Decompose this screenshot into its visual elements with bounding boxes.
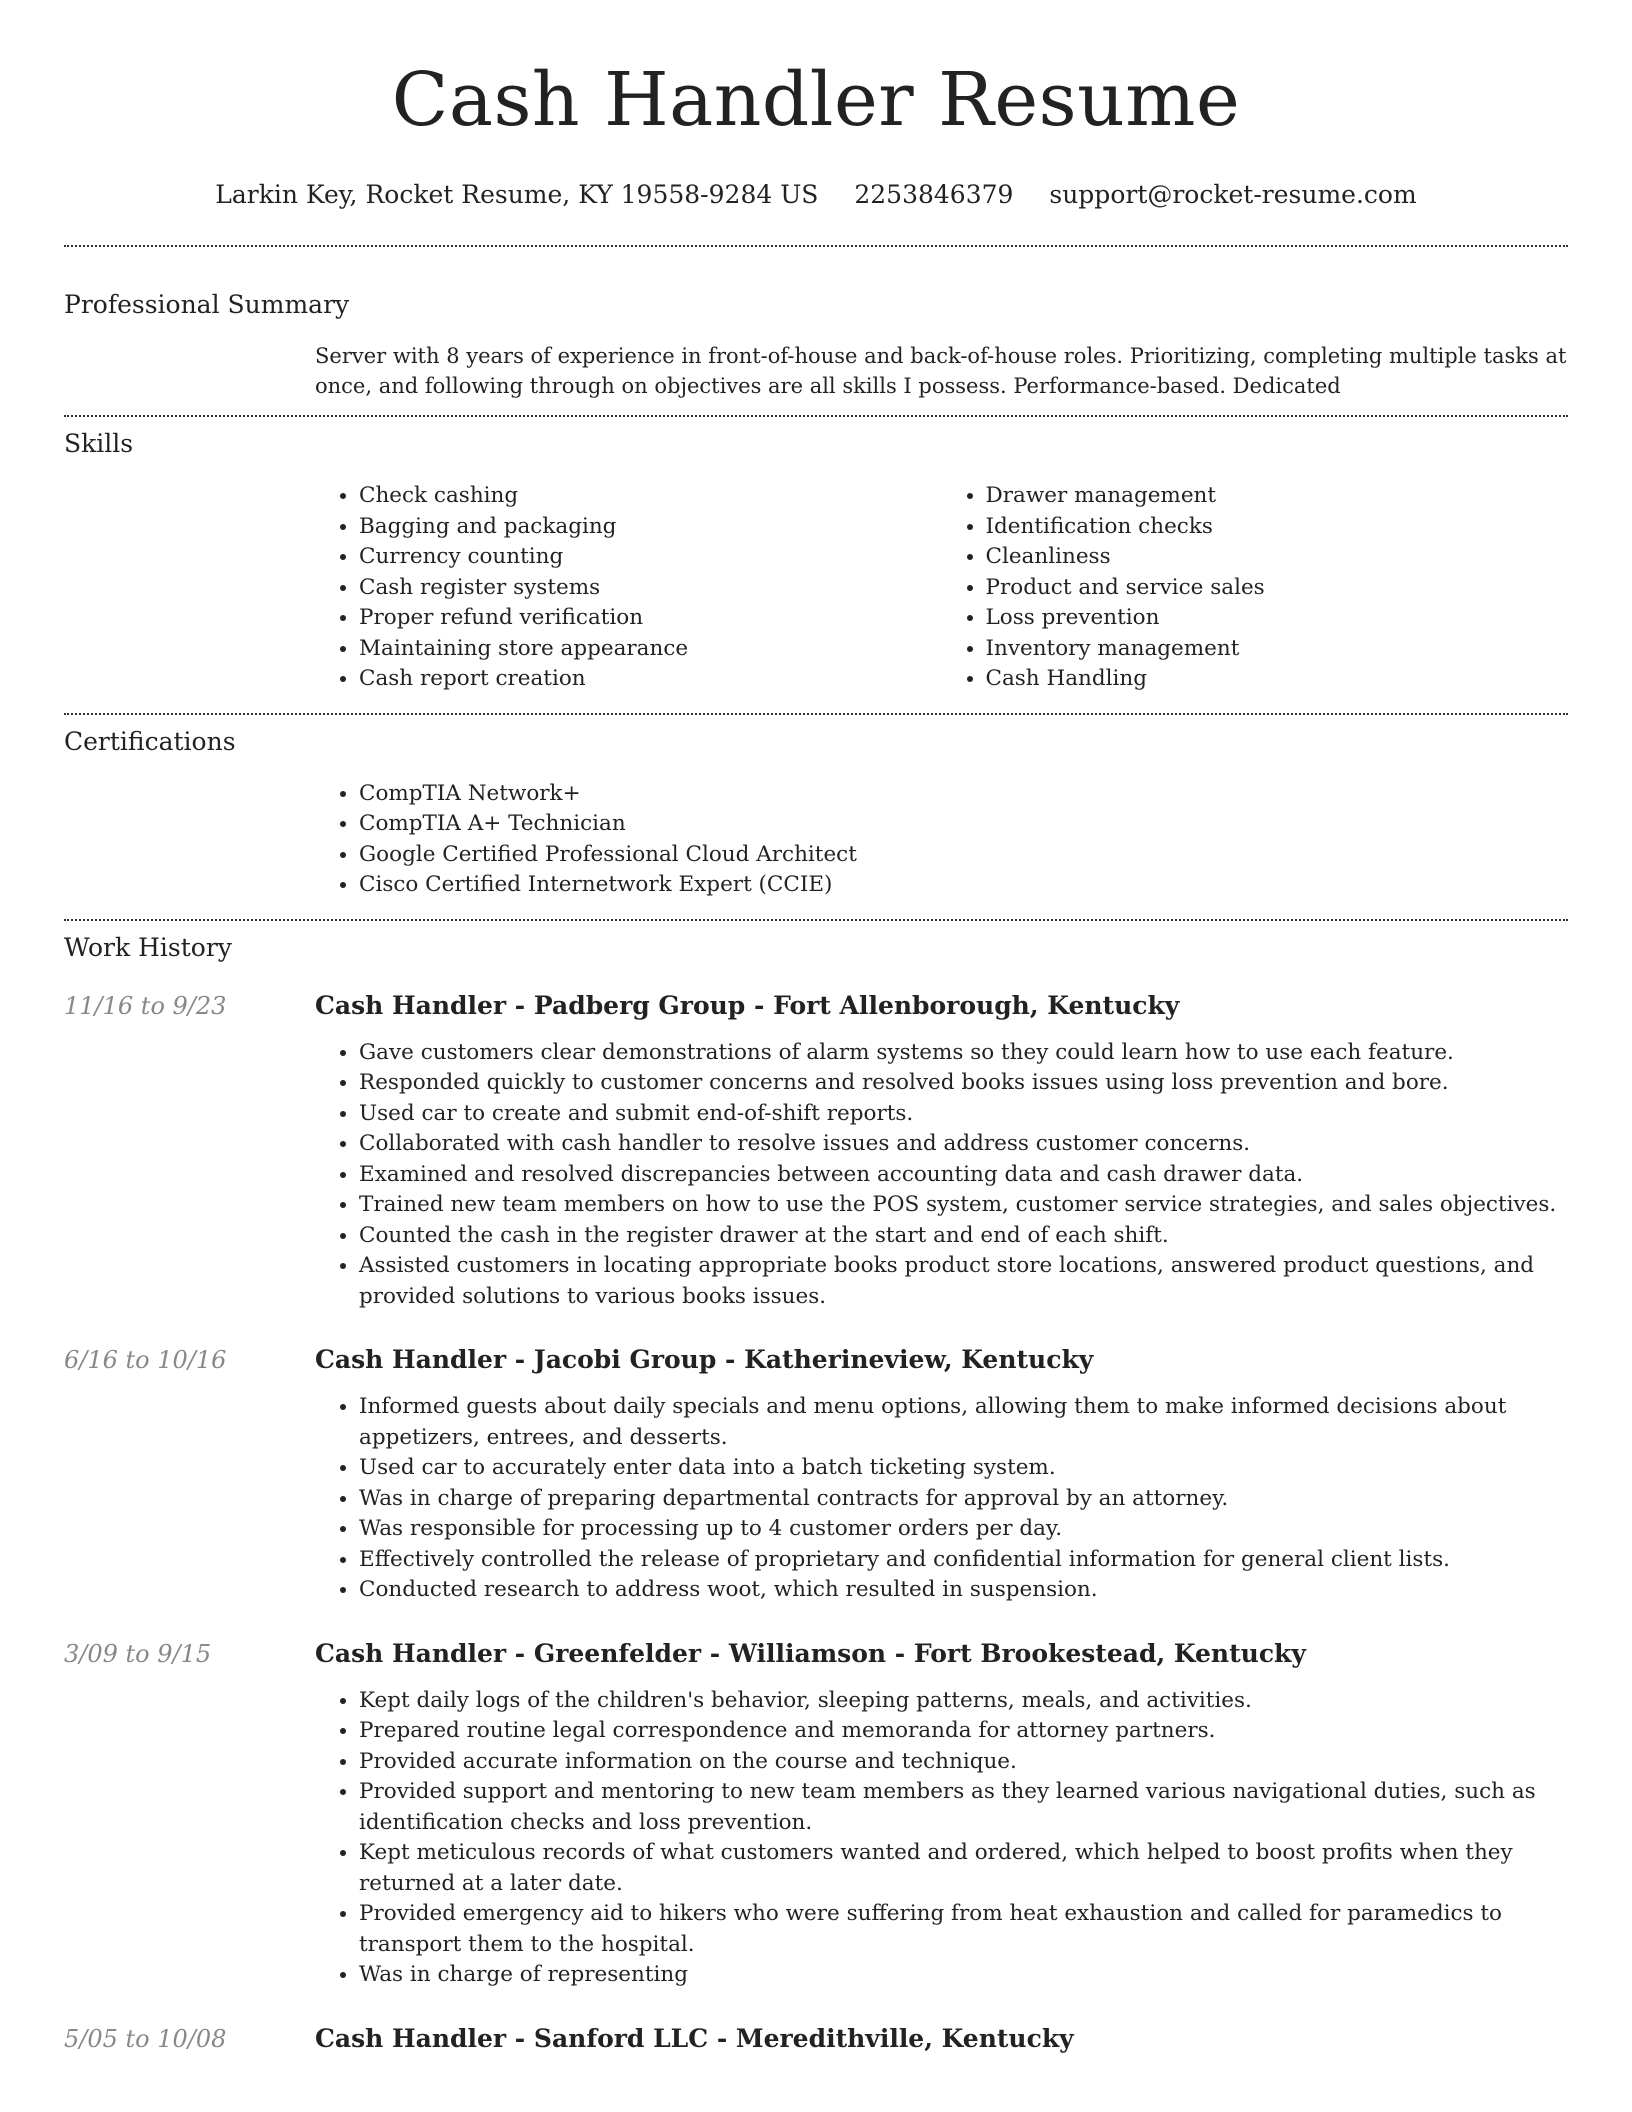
skill-item: • Bagging and packaging (359, 512, 942, 543)
summary-heading: Professional Summary (64, 290, 350, 319)
job-bullet: • Conducted research to address woot, which resulted in suspension. (359, 1575, 1568, 1606)
job-dates: 6/16 to 10/16 (64, 1346, 227, 1374)
job-title: Cash Handler - Greenfelder - Williamson - Fort Brookestead, Kentucky (315, 1638, 1306, 1668)
job-bullet: • Responded quickly to customer concerns and resolved books issues using loss prevention and bore. (359, 1068, 1568, 1099)
job-bullet: • Trained new team members on how to use the POS system, customer service strategies, and sales objectives. (359, 1190, 1568, 1221)
job-bullet: • Was responsible for processing up to 4 customer orders per day. (359, 1514, 1568, 1545)
resume-page (64, 0, 1568, 2055)
job-bullet: • Provided emergency aid to hikers who were suffering from heat exhaustion and called for paramedics to transport them to the hospital. (359, 1899, 1568, 1960)
skill-item: • Currency counting (359, 542, 942, 573)
job-bullet: • Counted the cash in the register drawer at the start and end of each shift. (359, 1221, 1568, 1252)
job-bullet: • Examined and resolved discrepancies between accounting data and cash drawer data. (359, 1160, 1568, 1191)
job-bullet: • Was in charge of preparing departmental contracts for approval by an attorney. (359, 1484, 1568, 1515)
skill-item: • Drawer management (986, 481, 1569, 512)
job-bullet: • Informed guests about daily specials and menu options, allowing them to make informed decisions about appetizers, entrees, and desserts. (359, 1392, 1568, 1453)
skills-list-left (315, 481, 942, 695)
job-bullet: • Effectively controlled the release of proprietary and confidential information for general client lists. (359, 1545, 1568, 1576)
certification-item: • Google Certified Professional Cloud Architect (359, 840, 1568, 871)
job-title: Cash Handler - Sanford LLC - Meredithville, Kentucky (315, 2023, 1074, 2053)
skill-item: • Loss prevention (986, 603, 1569, 634)
contact-line (64, 179, 1568, 211)
resume-title: Cash Handler Resume (391, 57, 1241, 143)
skill-item: • Cash Handling (986, 664, 1569, 695)
job-bullets (315, 1038, 1568, 1313)
skill-item: • Cash register systems (359, 573, 942, 604)
divider (64, 415, 1568, 417)
contact-email: support@rocket-resume.com (1049, 180, 1417, 209)
work-history-section (64, 932, 1568, 2055)
certification-item: • CompTIA A+ Technician (359, 809, 1568, 840)
certifications-list (315, 779, 1568, 901)
job-bullets (315, 1686, 1568, 1991)
skill-item: • Cash report creation (359, 664, 942, 695)
contact-address: Larkin Key, Rocket Resume, KY 19558-9284 US (215, 180, 819, 209)
certification-item: • CompTIA Network+ (359, 779, 1568, 810)
skill-item: • Check cashing (359, 481, 942, 512)
job-bullet: • Collaborated with cash handler to resolve issues and address customer concerns. (359, 1129, 1568, 1160)
certification-item: • Cisco Certified Internetwork Expert (CCIE) (359, 870, 1568, 901)
job-bullet: • Prepared routine legal correspondence and memoranda for attorney partners. (359, 1716, 1568, 1747)
skill-item: • Proper refund verification (359, 603, 942, 634)
skills-heading: Skills (64, 429, 134, 458)
certifications-heading: Certifications (64, 726, 236, 756)
skill-item: • Identification checks (986, 512, 1569, 543)
skills-list-right (942, 481, 1569, 695)
skills-section (64, 428, 1568, 695)
job-dates: 11/16 to 9/23 (64, 991, 227, 1020)
skill-item: • Maintaining store appearance (359, 634, 942, 665)
divider (64, 919, 1568, 921)
skill-item: • Cleanliness (986, 542, 1569, 573)
contact-phone: 2253846379 (854, 180, 1014, 209)
job-entry (64, 1638, 1568, 1991)
job-bullet: • Provided accurate information on the course and technique. (359, 1747, 1568, 1778)
job-bullet: • Kept daily logs of the children's behavior, sleeping patterns, meals, and activities. (359, 1686, 1568, 1717)
skill-item: • Product and service sales (986, 573, 1569, 604)
summary-section (64, 289, 1568, 401)
job-title: Cash Handler - Jacobi Group - Katherineview, Kentucky (315, 1345, 1094, 1374)
job-entry (64, 990, 1568, 1313)
summary-text: Server with 8 years of experience in front-of-house and back-of-house roles. Prioritizing, completing multiple tasks at once, and following through on objectives are all skills I possess. Performance-based. Dedicated (315, 344, 1567, 398)
job-bullet: • Used car to accurately enter data into a batch ticketing system. (359, 1453, 1568, 1484)
job-entry (64, 2023, 1568, 2055)
job-dates: 5/05 to 10/08 (64, 2024, 227, 2053)
job-bullets (315, 1392, 1568, 1606)
job-bullet: • Provided support and mentoring to new team members as they learned various navigational duties, such as identification checks and loss prevention. (359, 1777, 1568, 1838)
divider (64, 245, 1568, 247)
job-bullet: • Gave customers clear demonstrations of alarm systems so they could learn how to use each feature. (359, 1038, 1568, 1069)
skill-item: • Inventory management (986, 634, 1569, 665)
certifications-section (64, 726, 1568, 901)
divider (64, 713, 1568, 715)
job-bullet: • Assisted customers in locating appropriate books product store locations, answered product questions, and provided solutions to various books issues. (359, 1251, 1568, 1312)
job-title: Cash Handler - Padberg Group - Fort Allenborough, Kentucky (315, 990, 1180, 1020)
work-history-heading: Work History (64, 932, 232, 962)
job-dates: 3/09 to 9/15 (64, 1639, 212, 1668)
job-entry (64, 1344, 1568, 1606)
job-bullet: • Was in charge of representing (359, 1960, 1568, 1991)
job-bullet: • Used car to create and submit end-of-shift reports. (359, 1099, 1568, 1130)
job-bullet: • Kept meticulous records of what customers wanted and ordered, which helped to boost profits when they returned at a later date. (359, 1838, 1568, 1899)
